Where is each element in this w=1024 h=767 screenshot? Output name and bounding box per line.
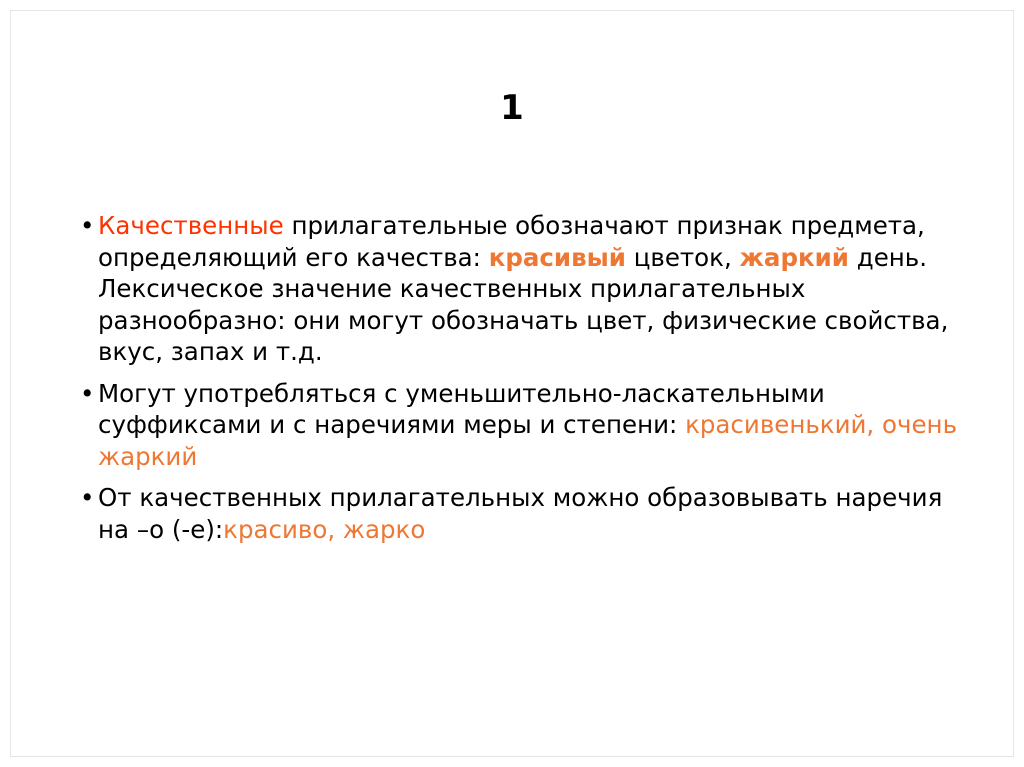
example-word: жаркий [739, 242, 849, 272]
bullet-dot: • [80, 211, 95, 240]
bullet-item-adverbs [80, 482, 960, 545]
bullet-text: От качественных прилагательных можно образовывать наречия на –о (-е): [98, 483, 943, 544]
bullet-dot: • [80, 483, 95, 512]
example-phrase: красиво, жарко [223, 514, 426, 544]
bullet-item-suffixes [80, 378, 960, 473]
bullet-text: день. Лексическое значение качественных прилагательных разнообразно: они могут обозначать цвет, физические свойства, вкус, запах и т.д. [98, 242, 949, 366]
example-phrase: красивенький, очень жаркий [98, 410, 958, 471]
example-word: красивый [488, 242, 626, 272]
slide-title: 1 [500, 88, 524, 128]
bullet-list [80, 210, 960, 555]
term-highlight: Качественные [98, 211, 284, 240]
bullet-item-qualitative-definition [80, 210, 960, 368]
bullet-text: цветок, [625, 242, 740, 272]
bullet-dot: • [80, 378, 95, 408]
bullet-text: прилагательные обозначают признак предмета, определяющий его качества: [98, 211, 925, 272]
bullet-text: Могут употребляться с уменьшительно-ласкательными суффиксами и с наречиями меры и степени: [98, 378, 825, 439]
